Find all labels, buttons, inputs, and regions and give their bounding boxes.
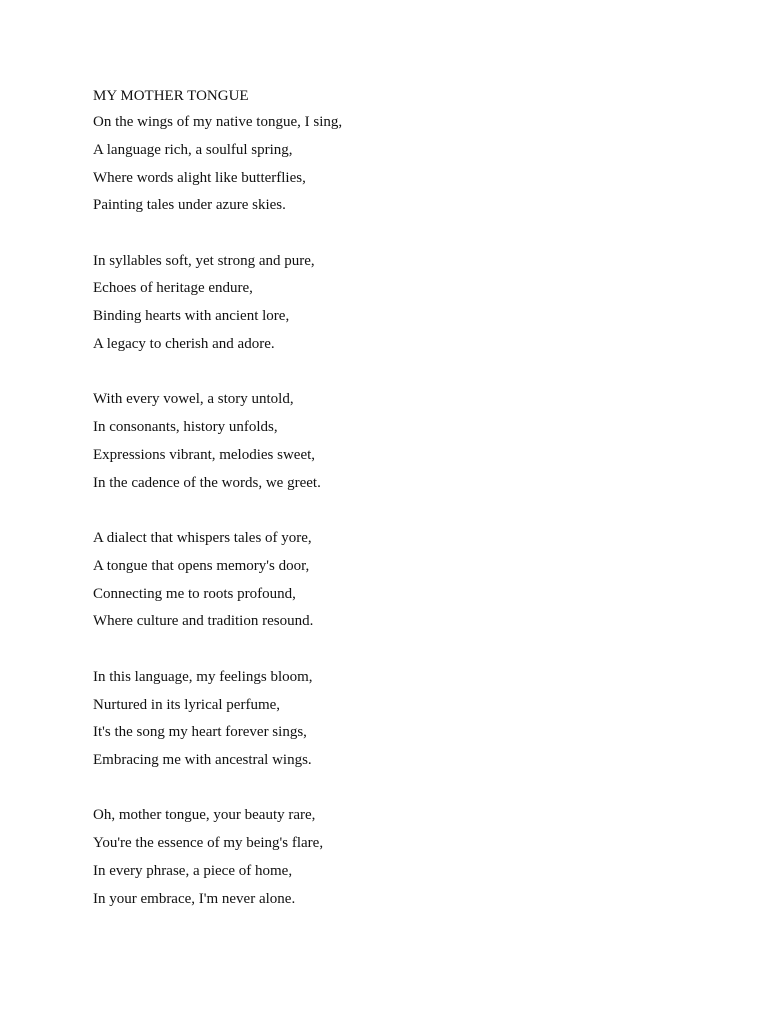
stanza-1 [93,109,693,220]
stanza-5 [93,664,693,775]
stanza-6 [93,802,693,913]
poem-line: You're the essence of my being's flare, [93,835,324,852]
poem-line: In this language, my feelings bloom, [93,668,313,685]
poem-line: Expressions vibrant, melodies sweet, [93,446,316,463]
stanza-3 [93,386,693,497]
poem-line: Embracing me with ancestral wings. [93,752,312,769]
poem-line: A legacy to cherish and adore. [93,336,275,353]
poem-line: With every vowel, a story untold, [93,391,294,408]
poem-line: A tongue that opens memory's door, [93,557,310,574]
poem-line: Where words alight like butterflies, [93,169,306,186]
stanza-2 [93,248,693,359]
poem-line: In your embrace, I'm never alone. [93,890,296,907]
stanza-4 [93,525,693,636]
poem-line: In syllables soft, yet strong and pure, [93,252,315,269]
poem-line: In the cadence of the words, we greet. [93,474,321,491]
poem-line: It's the song my heart forever sings, [93,724,307,741]
poem-line: A dialect that whispers tales of yore, [93,530,312,547]
poem-line: In every phrase, a piece of home, [93,863,293,880]
poem-line: Nurtured in its lyrical perfume, [93,696,281,713]
poem-line: A language rich, a soulful spring, [93,141,293,158]
poem-line: Binding hearts with ancient lore, [93,308,290,325]
poem-line: On the wings of my native tongue, I sing, [93,114,343,130]
poem-line: In consonants, history unfolds, [93,419,278,436]
poem-line: Oh, mother tongue, your beauty rare, [93,807,316,824]
poem [93,86,693,941]
poem-line: Painting tales under azure skies. [93,197,286,214]
poem-line: Connecting me to roots profound, [93,585,296,602]
poem-line: Where culture and tradition resound. [93,613,314,630]
poem-title: MY MOTHER TONGUE [93,88,249,104]
poem-line: Echoes of heritage endure, [93,280,253,297]
